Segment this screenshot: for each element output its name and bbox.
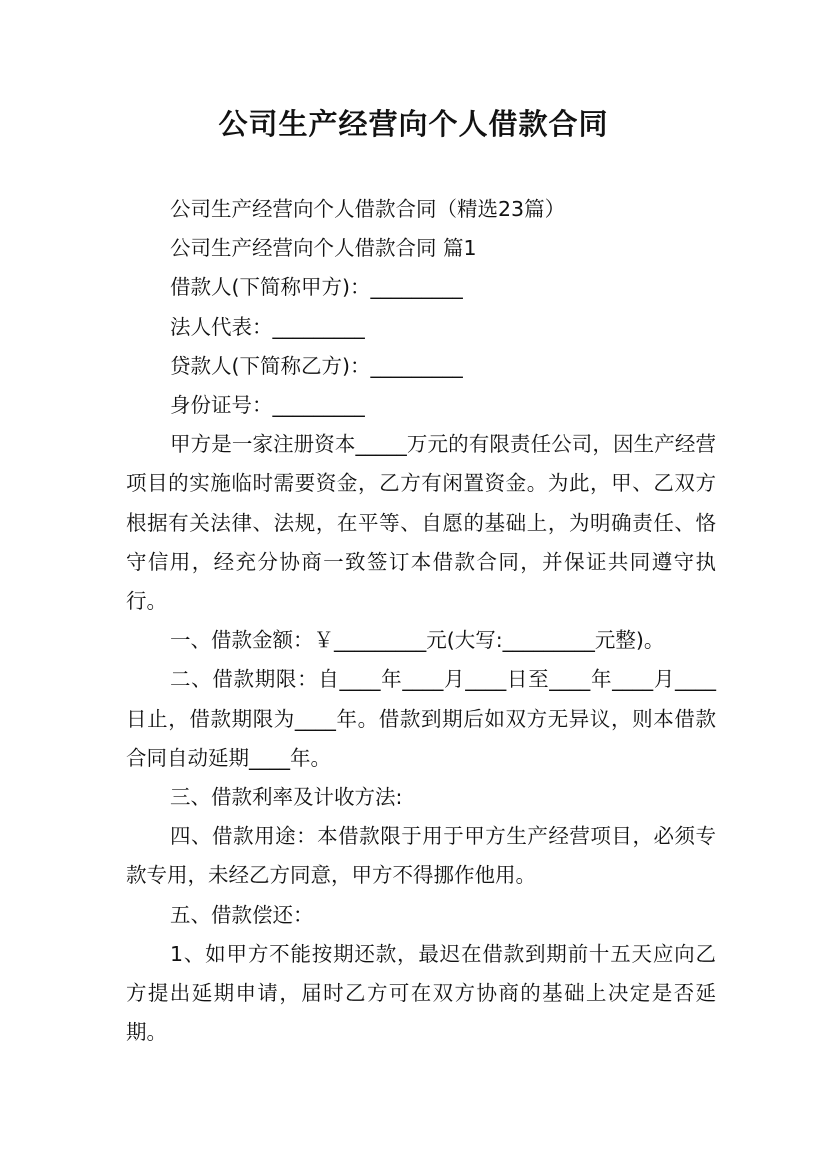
document-body xyxy=(126,190,716,1052)
paragraph-loan-term: 二、借款期限：自____年____月____日至____年____月____日止，借款期限为____年。借款到期后如双方无异议，则本借款合同自动延期____年。 xyxy=(126,667,716,770)
paragraph-lender: 贷款人(下简称乙方)：_________ xyxy=(170,353,463,378)
paragraph-subtitle: 公司生产经营向个人借款合同（精选23篇） xyxy=(170,197,566,221)
paragraph-section-heading: 公司生产经营向个人借款合同 篇1 xyxy=(170,236,477,261)
paragraph-legal-representative: 法人代表：_________ xyxy=(170,314,365,339)
paragraph-id-number: 身份证号：_________ xyxy=(170,393,365,418)
paragraph-loan-purpose: 四、借款用途：本借款限于用于甲方生产经营项目，必须专款专用，未经乙方同意，甲方不得挪作他用。 xyxy=(126,824,716,888)
paragraph-loan-amount: 一、借款金额：￥_________元(大写:_________元整)。 xyxy=(170,628,665,653)
paragraph-preamble: 甲方是一家注册资本_____万元的有限责任公司，因生产经营项目的实施临时需要资金，乙方有闲置资金。为此，甲、乙双方根据有关法律、法规，在平等、自愿的基础上，为明确责任、恪守信用，经充分协商一致签订本借款合同，并保证共同遵守执行。 xyxy=(126,432,716,614)
document-title: 公司生产经营向个人借款合同 xyxy=(218,107,609,141)
paragraph-interest-rate: 三、借款利率及计收方法: xyxy=(170,785,403,810)
paragraph-repayment: 五、借款偿还： xyxy=(170,902,314,927)
paragraph-borrower: 借款人(下简称甲方)：_________ xyxy=(170,275,463,300)
paragraph-repayment-item-1: 1、如甲方不能按期还款，最迟在借款到期前十五天应向乙方提出延期申请，届时乙方可在双方协商的基础上决定是否延期。 xyxy=(126,941,716,1045)
